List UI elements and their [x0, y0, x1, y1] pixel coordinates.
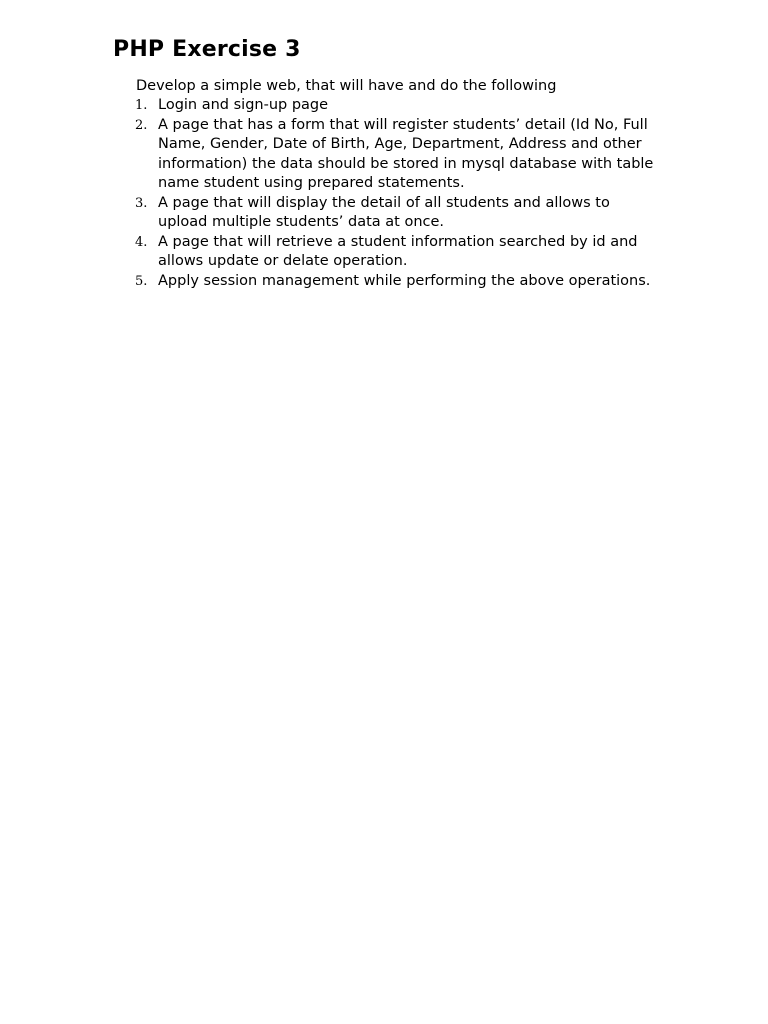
- intro-paragraph: Develop a simple web, that will have and do the following: [136, 78, 557, 94]
- list-item-number: 2.: [135, 117, 148, 133]
- list-item: [135, 194, 695, 233]
- page-title: PHP Exercise 3: [113, 37, 301, 62]
- task-list: [135, 96, 695, 291]
- list-item-number: 4.: [135, 234, 148, 250]
- list-item-text-line: allows update or delate operation.: [158, 253, 408, 269]
- list-item: [135, 96, 695, 116]
- list-item-text-line: A page that will display the detail of all students and allows to: [158, 194, 610, 211]
- list-item-text: [158, 96, 695, 116]
- list-item-text-line: upload multiple students’ data at once.: [158, 214, 445, 230]
- list-item-number: 5.: [135, 273, 148, 289]
- list-item-number: 1.: [135, 98, 148, 113]
- list-item-number: 3.: [135, 195, 148, 211]
- list-item-text-line: information) the data should be stored in mysql database with table: [158, 155, 654, 172]
- list-item-text-line: Login and sign-up page: [158, 97, 329, 113]
- list-item-text: [158, 116, 695, 194]
- list-item-text: [158, 194, 695, 233]
- list-item: [135, 272, 695, 292]
- list-item-text-line: A page that has a form that will register students’ detail (Id No, Full: [158, 116, 648, 133]
- list-item: [135, 116, 695, 194]
- list-item-text: [158, 233, 695, 272]
- list-item-text: [158, 272, 695, 292]
- list-item-text-line: Apply session management while performing the above operations.: [158, 272, 651, 289]
- list-item-text-line: Name, Gender, Date of Birth, Age, Department, Address and other: [158, 136, 642, 152]
- list-item-text-line: name student using prepared statements.: [158, 175, 465, 191]
- list-item: [135, 233, 695, 272]
- list-item-text-line: A page that will retrieve a student information searched by id and: [158, 233, 638, 250]
